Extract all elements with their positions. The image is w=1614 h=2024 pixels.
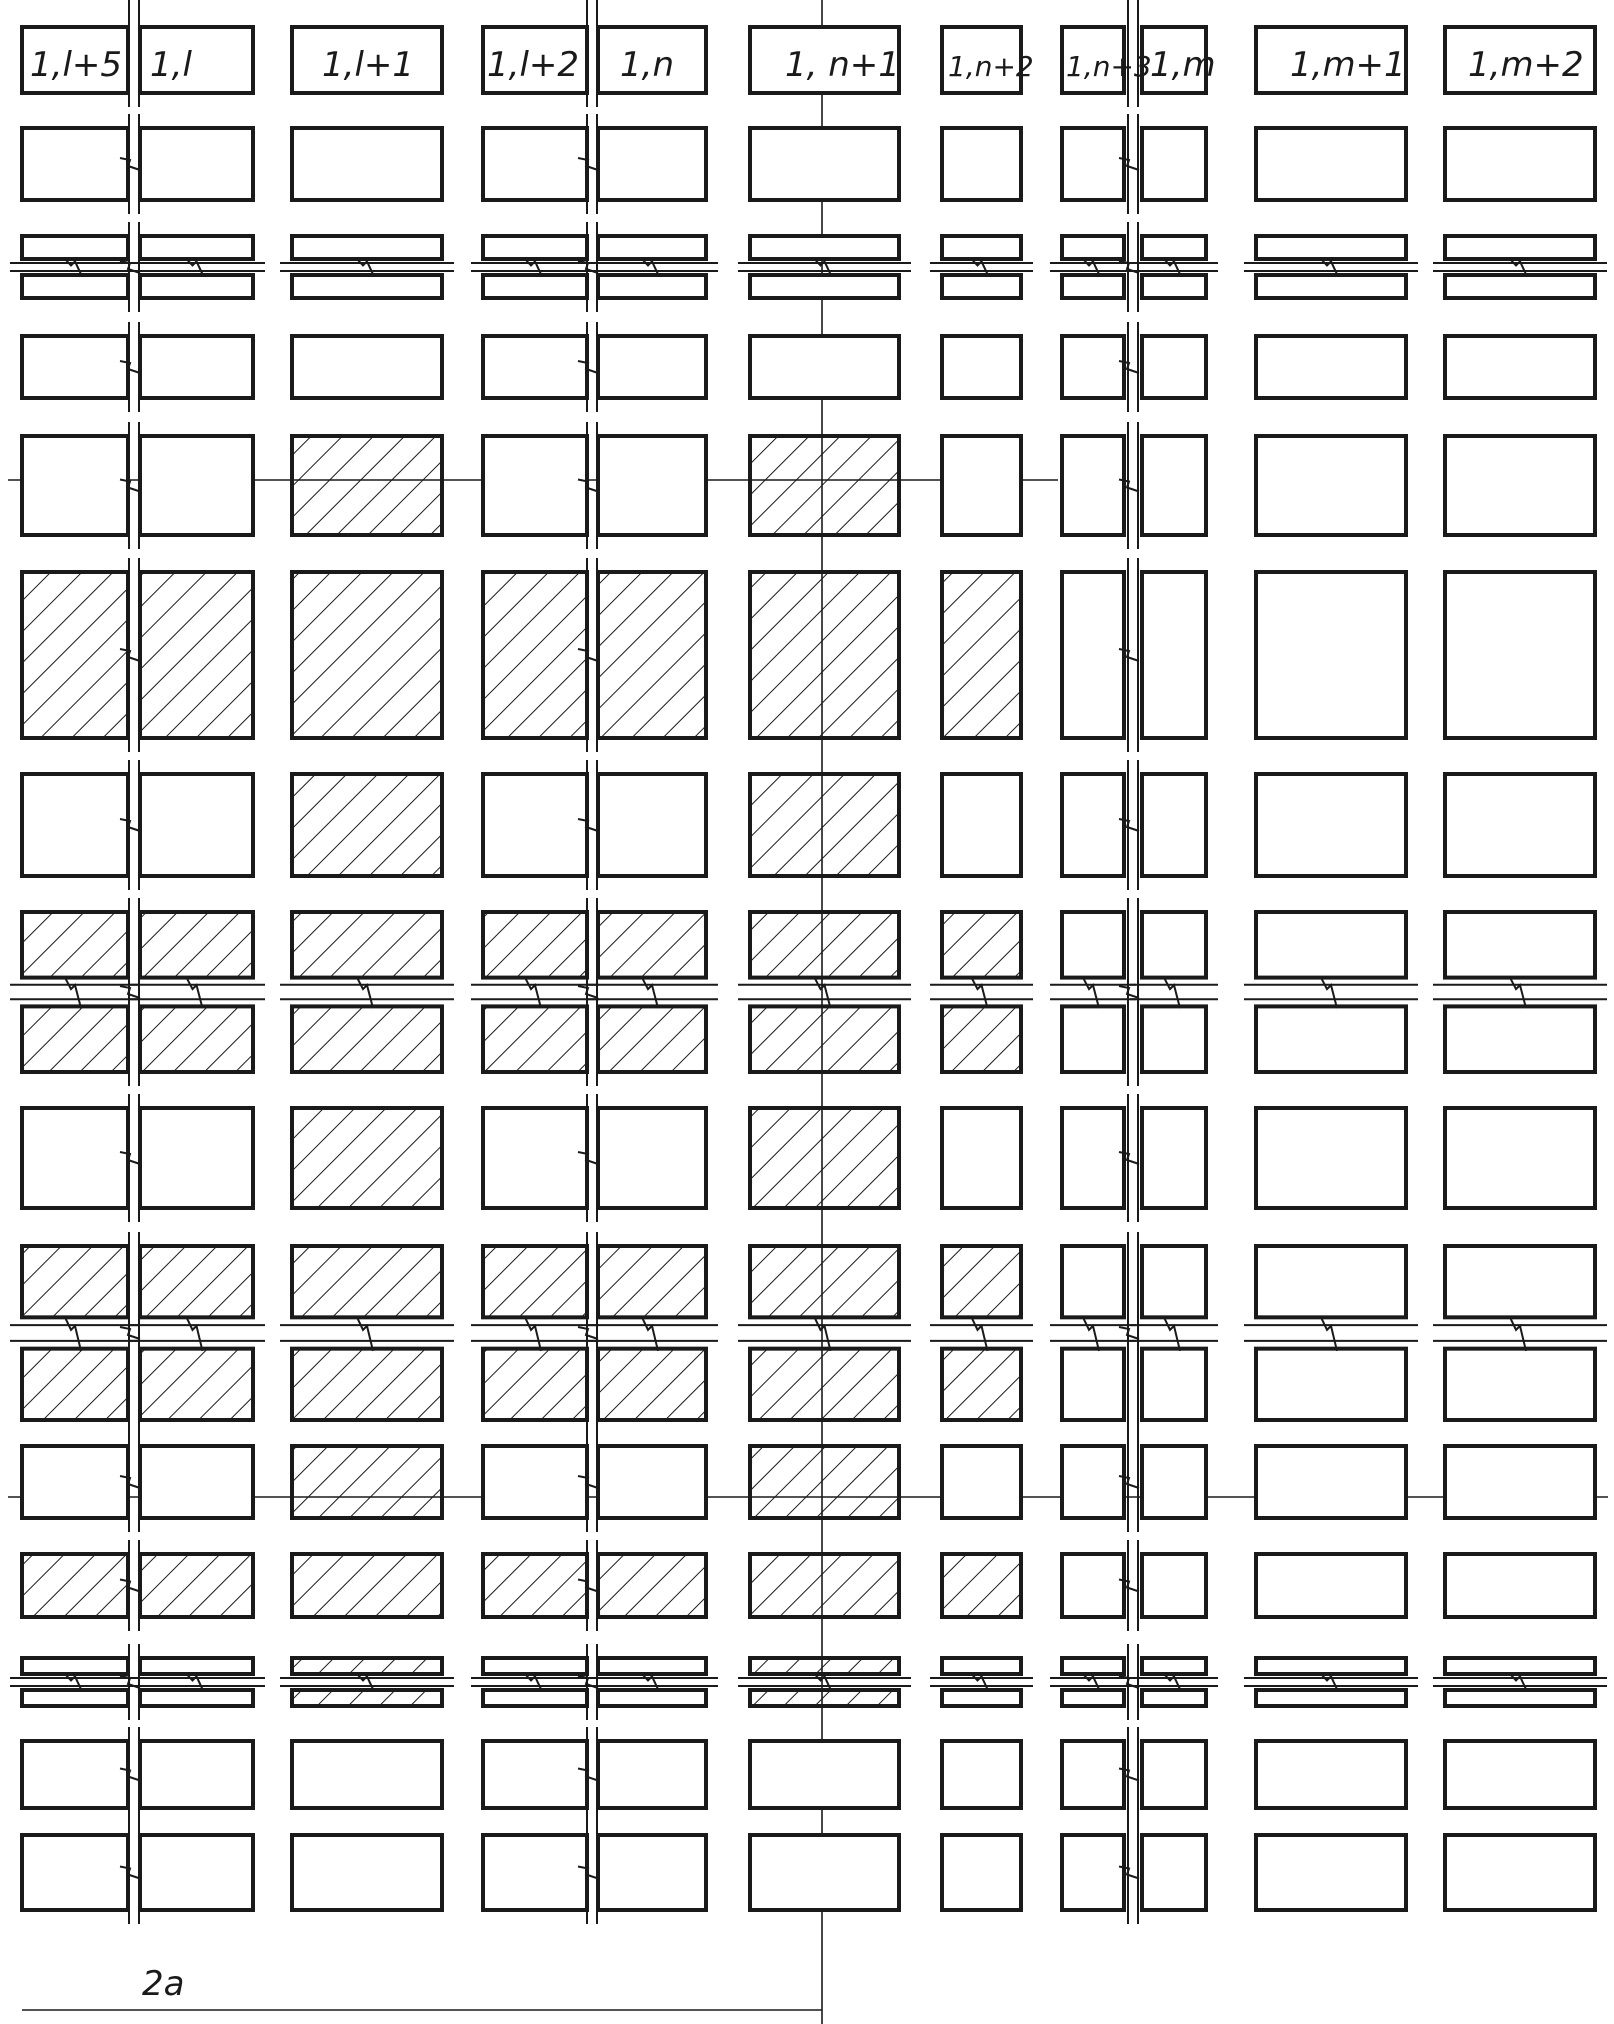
block-r14-c8 bbox=[1142, 1835, 1206, 1910]
block-r1-c7 bbox=[1062, 128, 1124, 200]
block-r3-c7 bbox=[1062, 336, 1124, 398]
break-mark bbox=[1164, 978, 1180, 1009]
column-label-5: 1, n+1 bbox=[785, 45, 900, 85]
block-r3-c5 bbox=[750, 336, 899, 398]
block-r12-c6-lower bbox=[942, 1690, 1021, 1706]
block-r8-c7 bbox=[1062, 1108, 1124, 1208]
block-r9-c7-lower bbox=[1062, 1349, 1124, 1420]
block-r10-c1 bbox=[140, 1446, 253, 1518]
block-r2-c7-upper bbox=[1062, 236, 1124, 259]
hatched-block-r5-c1 bbox=[140, 572, 253, 738]
block-r10-c9 bbox=[1256, 1446, 1406, 1518]
hatched-block-r11-c3 bbox=[483, 1554, 587, 1617]
hatched-block-r7-c5-upper bbox=[750, 912, 899, 978]
block-r2-c1-lower bbox=[140, 275, 253, 298]
column-label-4: 1,n bbox=[620, 45, 674, 85]
block-r13-c4 bbox=[598, 1741, 706, 1808]
block-r1-c2 bbox=[292, 128, 442, 200]
block-r8-c6 bbox=[942, 1108, 1021, 1208]
block-r2-c6-lower bbox=[942, 275, 1021, 298]
hatched-block-r12-c2-upper bbox=[292, 1658, 442, 1674]
block-r9-c10-upper bbox=[1445, 1246, 1595, 1317]
block-r2-c0-lower bbox=[22, 275, 128, 298]
column-label-7: 1,n+3 bbox=[1066, 50, 1152, 83]
block-r13-c8 bbox=[1142, 1741, 1206, 1808]
block-r12-c3-lower bbox=[483, 1690, 587, 1706]
block-r3-c1 bbox=[140, 336, 253, 398]
hatched-block-r7-c0-lower bbox=[22, 1006, 128, 1072]
hatched-block-r9-c0-upper bbox=[22, 1246, 128, 1317]
break-mark bbox=[1083, 1317, 1099, 1351]
block-r10-c7 bbox=[1062, 1446, 1124, 1518]
hatched-block-r7-c1-upper bbox=[140, 912, 253, 978]
block-r7-c7-upper bbox=[1062, 912, 1124, 978]
block-r12-c8-upper bbox=[1142, 1658, 1206, 1674]
block-r6-c6 bbox=[942, 774, 1021, 876]
hatched-block-r7-c4-upper bbox=[598, 912, 706, 978]
block-r8-c1 bbox=[140, 1108, 253, 1208]
block-r9-c9-upper bbox=[1256, 1246, 1406, 1317]
block-r7-c7-lower bbox=[1062, 1006, 1124, 1072]
hatched-block-r7-c3-lower bbox=[483, 1006, 587, 1072]
block-r7-c8-upper bbox=[1142, 912, 1206, 978]
block-r3-c9 bbox=[1256, 336, 1406, 398]
block-r1-c10 bbox=[1445, 128, 1595, 200]
hatched-block-r6-c5 bbox=[750, 774, 899, 876]
break-mark bbox=[1083, 978, 1099, 1009]
hatched-block-r9-c5-lower bbox=[750, 1349, 899, 1420]
block-r12-c0-upper bbox=[22, 1658, 128, 1674]
block-r2-c3-upper bbox=[483, 236, 587, 259]
block-r11-c10 bbox=[1445, 1554, 1595, 1617]
hatched-block-r7-c5-lower bbox=[750, 1006, 899, 1072]
block-r7-c10-lower bbox=[1445, 1006, 1595, 1072]
block-r10-c0 bbox=[22, 1446, 128, 1518]
break-mark bbox=[642, 1317, 658, 1351]
break-mark bbox=[525, 978, 541, 1009]
block-r10-c10 bbox=[1445, 1446, 1595, 1518]
hatched-block-r9-c4-upper bbox=[598, 1246, 706, 1317]
break-mark bbox=[1510, 978, 1526, 1009]
block-r14-c10 bbox=[1445, 1835, 1595, 1910]
block-r13-c0 bbox=[22, 1741, 128, 1808]
break-mark bbox=[1510, 1317, 1526, 1351]
hatched-block-r9-c4-lower bbox=[598, 1349, 706, 1420]
hatched-block-r10-c5 bbox=[750, 1446, 899, 1518]
block-r2-c5-upper bbox=[750, 236, 899, 259]
block-r9-c10-lower bbox=[1445, 1349, 1595, 1420]
hatched-block-r7-c1-lower bbox=[140, 1006, 253, 1072]
block-r12-c10-upper bbox=[1445, 1658, 1595, 1674]
block-r13-c2 bbox=[292, 1741, 442, 1808]
hatched-block-r7-c2-lower bbox=[292, 1006, 442, 1072]
hatched-block-r9-c2-upper bbox=[292, 1246, 442, 1317]
block-r1-c5 bbox=[750, 128, 899, 200]
hatched-block-r7-c4-lower bbox=[598, 1006, 706, 1072]
block-r9-c7-upper bbox=[1062, 1246, 1124, 1317]
block-r14-c4 bbox=[598, 1835, 706, 1910]
break-mark bbox=[65, 978, 81, 1009]
hatched-block-r9-c1-lower bbox=[140, 1349, 253, 1420]
hatched-block-r9-c3-lower bbox=[483, 1349, 587, 1420]
block-r12-c0-lower bbox=[22, 1690, 128, 1706]
break-mark bbox=[1164, 1317, 1180, 1351]
block-r14-c7 bbox=[1062, 1835, 1124, 1910]
block-r14-c1 bbox=[140, 1835, 253, 1910]
block-r11-c7 bbox=[1062, 1554, 1124, 1617]
column-label-1: 1,l bbox=[150, 45, 192, 85]
column-label-9: 1,m+1 bbox=[1290, 45, 1406, 85]
block-r13-c9 bbox=[1256, 1741, 1406, 1808]
block-r8-c9 bbox=[1256, 1108, 1406, 1208]
block-r7-c9-lower bbox=[1256, 1006, 1406, 1072]
hatched-block-r11-c4 bbox=[598, 1554, 706, 1617]
block-r12-c8-lower bbox=[1142, 1690, 1206, 1706]
block-r2-c9-lower bbox=[1256, 275, 1406, 298]
hatched-block-r11-c1 bbox=[140, 1554, 253, 1617]
block-r12-c7-upper bbox=[1062, 1658, 1124, 1674]
column-label-6: 1,n+2 bbox=[948, 50, 1034, 83]
block-r2-c7-lower bbox=[1062, 275, 1124, 298]
break-mark bbox=[972, 1317, 988, 1351]
block-r4-c0 bbox=[22, 436, 128, 535]
block-r1-c3 bbox=[483, 128, 587, 200]
block-r3-c2 bbox=[292, 336, 442, 398]
block-r12-c4-lower bbox=[598, 1690, 706, 1706]
block-r4-c3 bbox=[483, 436, 587, 535]
block-r3-c0 bbox=[22, 336, 128, 398]
block-r12-c1-lower bbox=[140, 1690, 253, 1706]
hatched-block-r9-c3-upper bbox=[483, 1246, 587, 1317]
break-mark bbox=[357, 1317, 373, 1351]
block-r13-c10 bbox=[1445, 1741, 1595, 1808]
column-label-8: 1,m bbox=[1150, 45, 1216, 85]
hatched-block-r5-c2 bbox=[292, 572, 442, 738]
hatched-block-r7-c0-upper bbox=[22, 912, 128, 978]
hatched-block-r6-c2 bbox=[292, 774, 442, 876]
block-r2-c10-lower bbox=[1445, 275, 1595, 298]
block-r14-c5 bbox=[750, 1835, 899, 1910]
block-r2-c2-lower bbox=[292, 275, 442, 298]
block-r6-c4 bbox=[598, 774, 706, 876]
block-r8-c0 bbox=[22, 1108, 128, 1208]
block-r2-c1-upper bbox=[140, 236, 253, 259]
block-r7-c8-lower bbox=[1142, 1006, 1206, 1072]
hatched-block-r5-c6 bbox=[942, 572, 1021, 738]
hatched-block-r8-c5 bbox=[750, 1108, 899, 1208]
block-r1-c0 bbox=[22, 128, 128, 200]
block-r10-c4 bbox=[598, 1446, 706, 1518]
block-r7-c10-upper bbox=[1445, 912, 1595, 978]
hatched-block-r5-c4 bbox=[598, 572, 706, 738]
block-r1-c6 bbox=[942, 128, 1021, 200]
block-r6-c9 bbox=[1256, 774, 1406, 876]
hatched-block-r9-c6-lower bbox=[942, 1349, 1021, 1420]
block-r2-c3-lower bbox=[483, 275, 587, 298]
block-r11-c8 bbox=[1142, 1554, 1206, 1617]
hatched-block-r4-c5 bbox=[750, 436, 899, 535]
block-r10-c3 bbox=[483, 1446, 587, 1518]
block-r12-c3-upper bbox=[483, 1658, 587, 1674]
block-grid bbox=[10, 114, 1607, 1924]
block-r9-c9-lower bbox=[1256, 1349, 1406, 1420]
block-r5-c8 bbox=[1142, 572, 1206, 738]
block-r5-c10 bbox=[1445, 572, 1595, 738]
block-r6-c1 bbox=[140, 774, 253, 876]
block-r1-c8 bbox=[1142, 128, 1206, 200]
hatched-block-r11-c5 bbox=[750, 1554, 899, 1617]
block-r2-c0-upper bbox=[22, 236, 128, 259]
block-r2-c4-lower bbox=[598, 275, 706, 298]
hatched-block-r12-c5-upper bbox=[750, 1658, 899, 1674]
block-r14-c2 bbox=[292, 1835, 442, 1910]
block-r12-c1-upper bbox=[140, 1658, 253, 1674]
break-mark bbox=[1321, 978, 1337, 1009]
block-r8-c4 bbox=[598, 1108, 706, 1208]
block-r1-c4 bbox=[598, 128, 706, 200]
block-r14-c6 bbox=[942, 1835, 1021, 1910]
block-r6-c3 bbox=[483, 774, 587, 876]
block-r4-c1 bbox=[140, 436, 253, 535]
hatched-block-r9-c2-lower bbox=[292, 1349, 442, 1420]
column-label-0: 1,l+5 bbox=[30, 45, 123, 85]
bottom-label: 2a bbox=[142, 1964, 185, 2004]
block-r14-c0 bbox=[22, 1835, 128, 1910]
block-r4-c6 bbox=[942, 436, 1021, 535]
block-r10-c8 bbox=[1142, 1446, 1206, 1518]
hatched-block-r5-c3 bbox=[483, 572, 587, 738]
column-labels bbox=[22, 0, 1595, 107]
break-mark bbox=[972, 978, 988, 1009]
block-r3-c3 bbox=[483, 336, 587, 398]
column-label-10: 1,m+2 bbox=[1468, 45, 1584, 85]
block-r6-c7 bbox=[1062, 774, 1124, 876]
block-r9-c8-upper bbox=[1142, 1246, 1206, 1317]
block-r2-c2-upper bbox=[292, 236, 442, 259]
block-r10-c6 bbox=[942, 1446, 1021, 1518]
block-r9-c8-lower bbox=[1142, 1349, 1206, 1420]
hatched-block-r11-c0 bbox=[22, 1554, 128, 1617]
break-mark bbox=[642, 978, 658, 1009]
block-r2-c9-upper bbox=[1256, 236, 1406, 259]
break-mark bbox=[525, 1317, 541, 1351]
block-r12-c6-upper bbox=[942, 1658, 1021, 1674]
block-r8-c10 bbox=[1445, 1108, 1595, 1208]
block-r2-c5-lower bbox=[750, 275, 899, 298]
block-r12-c7-lower bbox=[1062, 1690, 1124, 1706]
block-r1-c9 bbox=[1256, 128, 1406, 200]
hatched-block-r10-c2 bbox=[292, 1446, 442, 1518]
hatched-block-r5-c0 bbox=[22, 572, 128, 738]
block-r13-c1 bbox=[140, 1741, 253, 1808]
block-r4-c9 bbox=[1256, 436, 1406, 535]
block-r3-c10 bbox=[1445, 336, 1595, 398]
hatched-block-r11-c6 bbox=[942, 1554, 1021, 1617]
column-label-2: 1,l+1 bbox=[322, 45, 415, 85]
hatched-block-r5-c5 bbox=[750, 572, 899, 738]
block-r3-c4 bbox=[598, 336, 706, 398]
block-r12-c9-lower bbox=[1256, 1690, 1406, 1706]
break-mark bbox=[187, 978, 203, 1009]
break-mark bbox=[65, 1317, 81, 1351]
hatched-block-r9-c1-upper bbox=[140, 1246, 253, 1317]
block-r2-c10-upper bbox=[1445, 236, 1595, 259]
block-r14-c3 bbox=[483, 1835, 587, 1910]
block-r4-c8 bbox=[1142, 436, 1206, 535]
break-mark bbox=[187, 1317, 203, 1351]
block-r2-c8-upper bbox=[1142, 236, 1206, 259]
hatched-block-r12-c2-lower bbox=[292, 1690, 442, 1706]
block-r14-c9 bbox=[1256, 1835, 1406, 1910]
block-r1-c1 bbox=[140, 128, 253, 200]
block-r6-c0 bbox=[22, 774, 128, 876]
block-r12-c4-upper bbox=[598, 1658, 706, 1674]
hatched-block-r4-c2 bbox=[292, 436, 442, 535]
block-r6-c8 bbox=[1142, 774, 1206, 876]
block-r4-c7 bbox=[1062, 436, 1124, 535]
block-r6-c10 bbox=[1445, 774, 1595, 876]
block-r12-c9-upper bbox=[1256, 1658, 1406, 1674]
block-r2-c4-upper bbox=[598, 236, 706, 259]
hatched-block-r7-c2-upper bbox=[292, 912, 442, 978]
block-r8-c3 bbox=[483, 1108, 587, 1208]
block-r8-c8 bbox=[1142, 1108, 1206, 1208]
block-r5-c7 bbox=[1062, 572, 1124, 738]
block-r13-c6 bbox=[942, 1741, 1021, 1808]
block-r5-c9 bbox=[1256, 572, 1406, 738]
block-r2-c8-lower bbox=[1142, 275, 1206, 298]
block-r13-c5 bbox=[750, 1741, 899, 1808]
column-label-3: 1,l+2 bbox=[487, 45, 580, 85]
block-r4-c10 bbox=[1445, 436, 1595, 535]
break-mark bbox=[357, 978, 373, 1009]
hatched-block-r7-c6-upper bbox=[942, 912, 1021, 978]
hatched-block-r8-c2 bbox=[292, 1108, 442, 1208]
block-r11-c9 bbox=[1256, 1554, 1406, 1617]
hatched-block-r11-c2 bbox=[292, 1554, 442, 1617]
hatched-block-r9-c6-upper bbox=[942, 1246, 1021, 1317]
block-r2-c6-upper bbox=[942, 236, 1021, 259]
hatched-block-r9-c5-upper bbox=[750, 1246, 899, 1317]
hatched-block-r12-c5-lower bbox=[750, 1690, 899, 1706]
block-r12-c10-lower bbox=[1445, 1690, 1595, 1706]
hatched-block-r9-c0-lower bbox=[22, 1349, 128, 1420]
block-r7-c9-upper bbox=[1256, 912, 1406, 978]
block-r3-c8 bbox=[1142, 336, 1206, 398]
block-r3-c6 bbox=[942, 336, 1021, 398]
block-r4-c4 bbox=[598, 436, 706, 535]
break-mark bbox=[1321, 1317, 1337, 1351]
hatched-block-r7-c3-upper bbox=[483, 912, 587, 978]
hatched-block-r7-c6-lower bbox=[942, 1006, 1021, 1072]
block-r13-c7 bbox=[1062, 1741, 1124, 1808]
block-r13-c3 bbox=[483, 1741, 587, 1808]
